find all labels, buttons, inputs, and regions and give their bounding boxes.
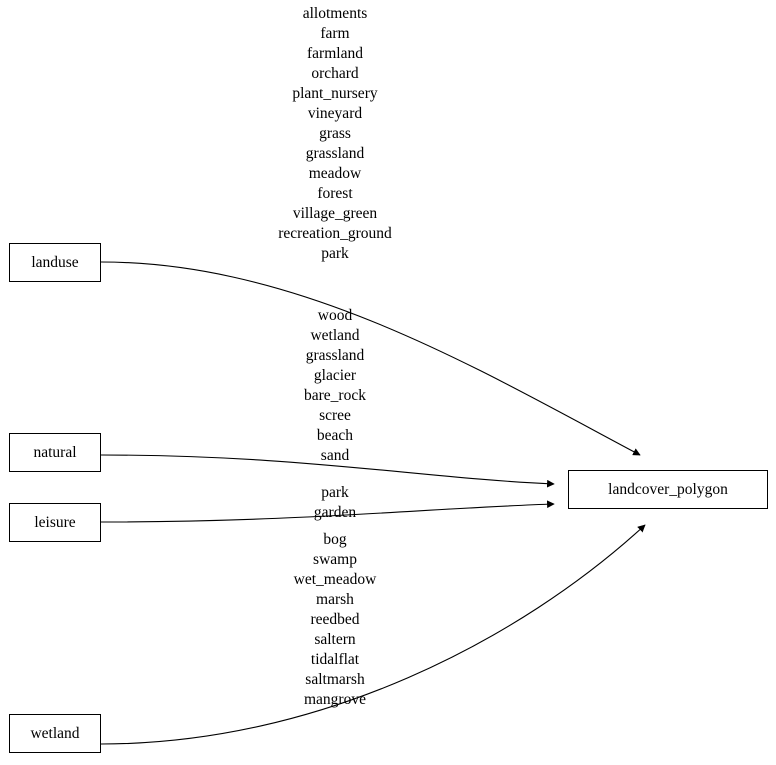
edge-label: mangrove <box>304 691 366 708</box>
edge-label: recreation_ground <box>278 225 392 242</box>
edge-label: farmland <box>307 45 363 62</box>
edge-label: grassland <box>305 145 365 162</box>
edge-label: farm <box>320 25 350 42</box>
node-natural-label: natural <box>33 443 77 461</box>
edge-label: reedbed <box>310 611 360 628</box>
edge-label: wet_meadow <box>293 571 377 588</box>
edge-label: plant_nursery <box>292 85 378 102</box>
edge-label: sand <box>320 447 350 464</box>
edge-label: saltmarsh <box>305 671 365 688</box>
edge-label: bog <box>323 531 347 548</box>
edge-label: grass <box>319 125 351 142</box>
edge-label: wetland <box>310 327 360 344</box>
edge-label: park <box>321 245 349 262</box>
node-landcover-polygon-label: landcover_polygon <box>608 480 728 498</box>
edge-label: beach <box>316 427 354 444</box>
edge-label: tidalflat <box>310 651 360 668</box>
edge-label: vineyard <box>307 105 363 122</box>
edge-label-group-leisure <box>185 483 485 523</box>
edge-label: saltern <box>314 631 356 648</box>
edge-label: garden <box>313 504 357 521</box>
edge-label: allotments <box>302 5 368 22</box>
edge-label: scree <box>319 407 351 424</box>
node-leisure-label: leisure <box>34 513 76 531</box>
edge-label: village_green <box>292 205 378 222</box>
edge-label: meadow <box>308 165 362 182</box>
node-landcover-polygon[interactable] <box>568 470 768 509</box>
node-landuse[interactable] <box>9 243 101 282</box>
edge-label-group-landuse <box>185 4 485 264</box>
edge-label: bare_rock <box>304 387 366 404</box>
edge-label: orchard <box>311 65 359 82</box>
edge-label: swamp <box>313 551 357 568</box>
node-wetland-label: wetland <box>30 724 80 742</box>
node-landuse-label: landuse <box>31 253 79 271</box>
node-natural[interactable] <box>9 433 101 472</box>
edge-label-group-natural <box>185 306 485 466</box>
edge-label: marsh <box>316 591 354 608</box>
edge-label: glacier <box>313 367 357 384</box>
edge-label-group-wetland <box>185 530 485 710</box>
edge-label: forest <box>317 185 353 202</box>
edge-label: grassland <box>305 347 365 364</box>
node-leisure[interactable] <box>9 503 101 542</box>
edge-label: park <box>321 484 349 501</box>
node-wetland[interactable] <box>9 714 101 753</box>
edge-label: wood <box>317 307 353 324</box>
